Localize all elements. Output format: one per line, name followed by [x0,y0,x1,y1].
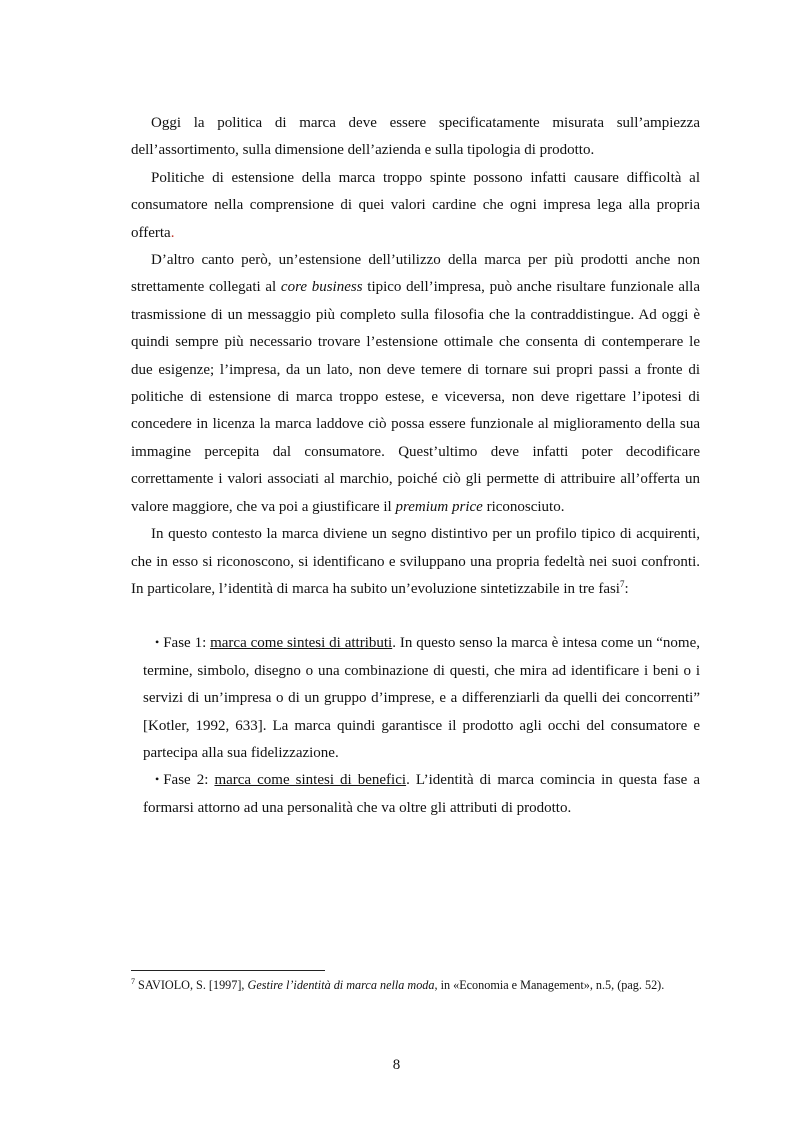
bullet-icon: • [155,772,160,787]
bullet-icon: • [155,635,160,650]
paragraph: In questo contesto la marca diviene un segno distintivo per un profilo tipico di acquirenti, che in esso si riconoscono, si identificano e sviluppano una propria fedeltà nei suoi confronti. In particolare, l’identità di marca ha subito un’evoluzione sintetizzabile in tre fasi$^7$: [131,526,700,597]
footnote-divider [131,970,325,971]
body-text [131,110,700,822]
italic-term: core business [280,279,363,296]
footnote-ref: 7 [619,578,625,589]
footnote: $^7$ SAVIOLO, S. [1997], Gestire l’identità di marca nella moda, in «Economia e Management», n.5, (pag. 52). [131,976,665,992]
footnote-title: Gestire l’identità di marca nella moda [247,978,435,992]
underlined-term: marca come sintesi di attributi [210,635,393,652]
list-item: • Fase 1: marca come sintesi di attributi. In questo senso la marca è intesa come un “nome, termine, simbolo, disegno o una combinazione di questi, che mira ad identificare i beni o i servizi di un’impresa o di un gruppo d’imprese, e a differenziarli da quelli dei concorrenti” [Kotler, 1992, 633]. La marca quindi garantisce il prodotto agli occhi del consumatore e partecipa alla sua fidelizzazione. [143,635,700,761]
italic-term: premium price [395,498,483,515]
red-period: . [170,224,175,241]
footnote-number: 7 [131,976,135,986]
paragraph: Oggi la politica di marca deve essere specificatamente misurata sull’ampiezza dell’assortimento, sulla dimensione dell’azienda e sulla tipologia di prodotto. [131,115,700,159]
paragraph: D’altro canto però, un’estensione dell’utilizzo della marca per più prodotti anche non strettamente collegati al core business tipico dell’impresa, può anche risultare funzionale alla trasmissione di un messaggio più completo sulla filosofia che la contraddistingue. Ad oggi è quindi sempre più necessario trovare l’estensione ottimale che consenta di contemperare le due esigenze; l’impresa, da un lato, non deve temere di tornare sui propri passi a fronte di politiche di estensione di marca troppo estese, e viceversa, non deve rigettare l’ipotesi di concedere in licenza la marca laddove ciò possa essere funzionale al miglioramento della sua immagine percepita dal consumatore. Quest’ultimo deve infatti poter decodificare correttamente i valori associati al marchio, poiché ciò gli permette di attribuire all’offerta un valore maggiore, che va poi a giustificare il premium price riconosciuto. [131,252,700,515]
underlined-term: marca come sintesi di benefici [214,772,407,789]
page-number: 8 [392,1057,401,1073]
list-item: • Fase 2: marca come sintesi di benefici. L’identità di marca comincia in questa fase a formarsi attorno ad una personalità che va oltre gli attributi di prodotto. [143,772,700,816]
bullet-list [143,630,700,822]
paragraph: Politiche di estensione della marca troppo spinte possono infatti causare difficoltà al consumatore nella comprensione di quei valori cardine che ogni impresa lega alla propria offerta. [131,169,700,241]
